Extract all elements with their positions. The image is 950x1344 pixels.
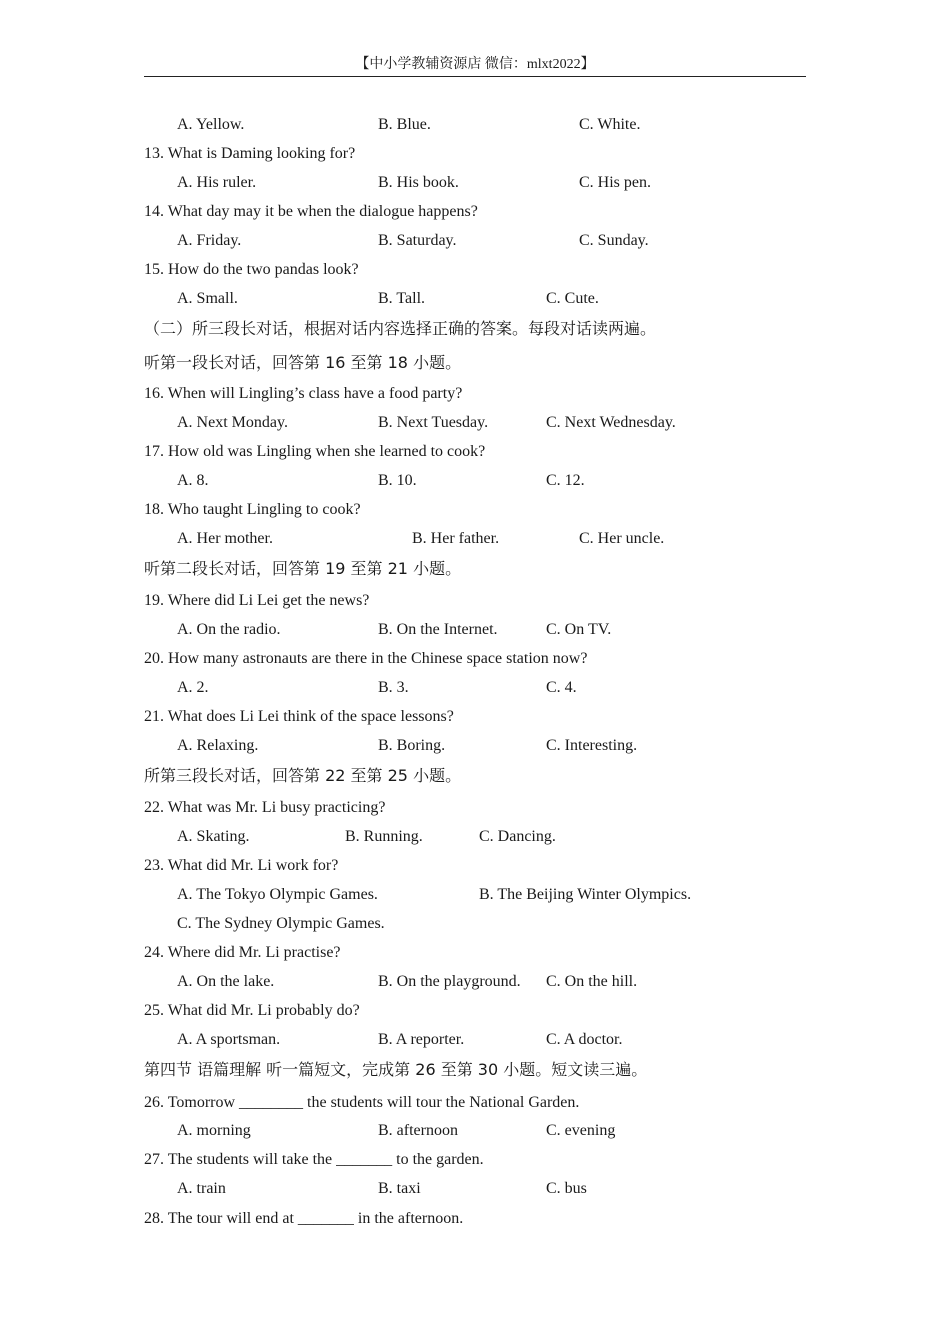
q27-option-b: B. taxi [378,1180,421,1197]
q22-option-a: A. Skating. [177,828,250,845]
q17-stem [0,441,950,463]
q23-options-row1 [0,884,950,906]
q18-option-c: C. Her uncle. [579,530,665,547]
q15-option-a: A. Small. [177,290,238,307]
q26-stem [0,1092,950,1114]
q20-option-c: C. 4. [546,679,577,696]
q15-stem [0,259,950,281]
q13-option-b: B. His book. [378,174,459,191]
q22-option-c: C. Dancing. [479,828,556,845]
q20-option-b: B. 3. [378,679,409,696]
q21-option-b: B. Boring. [378,737,446,754]
section-heading-text: 所第三段长对话，回答第 22 至第 25 小题。 [144,766,462,785]
q16-options [0,412,950,434]
question-text: 24. Where did Mr. Li practise? [144,944,341,961]
q19-option-a: A. On the radio. [177,621,281,638]
q20-stem [0,648,950,670]
q14-option-c: C. Sunday. [579,232,649,249]
question-text: 16. When will Lingling’s class have a food party? [144,385,463,402]
q23-option-a: A. The Tokyo Olympic Games. [177,886,378,903]
q16-option-c: C. Next Wednesday. [546,414,676,431]
q23-option-b: B. The Beijing Winter Olympics. [479,886,692,903]
dialog3-heading [0,765,950,787]
q26-options [0,1120,950,1142]
q19-option-b: B. On the Internet. [378,621,498,638]
q20-option-a: A. 2. [177,679,209,696]
q21-stem [0,706,950,728]
question-text: 20. How many astronauts are there in the Chinese space station now? [144,650,588,667]
q27-stem [0,1149,950,1171]
q18-options [0,528,950,550]
q14-option-b: B. Saturday. [378,232,457,249]
q16-stem [0,383,950,405]
question-text: 19. Where did Li Lei get the news? [144,592,370,609]
q22-option-b: B. Running. [345,828,423,845]
dialog2-heading [0,558,950,580]
q22-stem [0,797,950,819]
q13-option-c: C. His pen. [579,174,651,191]
question-text: 27. The students will take the _______ to the garden. [144,1151,484,1168]
q24-option-a: A. On the lake. [177,973,275,990]
q18-option-b: B. Her father. [412,530,500,547]
q25-option-a: A. A sportsman. [177,1031,281,1048]
q24-options [0,971,950,993]
q19-options [0,619,950,641]
question-text: 21. What does Li Lei think of the space lessons? [144,708,454,725]
q23-stem [0,855,950,877]
q13-stem [0,143,950,165]
q24-option-b: B. On the playground. [378,973,521,990]
dialog1-heading [0,352,950,374]
q27-option-a: A. train [177,1180,226,1197]
q19-stem [0,590,950,612]
q20-options [0,677,950,699]
q24-stem [0,942,950,964]
q21-options [0,735,950,757]
q18-option-a: A. Her mother. [177,530,273,547]
question-text: 25. What did Mr. Li probably do? [144,1002,360,1019]
q22-options [0,826,950,848]
q13-options [0,172,950,194]
question-text: 28. The tour will end at _______ in the afternoon. [144,1210,464,1227]
question-text: 13. What is Daming looking for? [144,145,356,162]
q19-option-c: C. On TV. [546,621,612,638]
section-heading-text: 听第二段长对话，回答第 19 至第 21 小题。 [144,559,462,578]
q15-options [0,288,950,310]
question-text: 22. What was Mr. Li busy practicing? [144,799,386,816]
q12-options [0,114,950,136]
q26-option-b: B. afternoon [378,1122,458,1139]
question-text: 15. How do the two pandas look? [144,261,359,278]
q25-options [0,1029,950,1051]
q15-option-c: C. Cute. [546,290,599,307]
q17-option-b: B. 10. [378,472,417,489]
q25-option-b: B. A reporter. [378,1031,465,1048]
q12-option-a: A. Yellow. [177,116,245,133]
question-text: 18. Who taught Lingling to cook? [144,501,361,518]
q23-option-c: C. The Sydney Olympic Games. [177,915,385,932]
question-text: 23. What did Mr. Li work for? [144,857,339,874]
q25-option-c: C. A doctor. [546,1031,623,1048]
section-heading-text: （二）所三段长对话，根据对话内容选择正确的答案。每段对话读两遍。 [144,319,657,338]
section-heading-text: 第四节 语篇理解 听一篇短文，完成第 26 至第 30 小题。短文读三遍。 [144,1060,648,1079]
question-text: 17. How old was Lingling when she learned to cook? [144,443,486,460]
q17-options [0,470,950,492]
q14-options [0,230,950,252]
q14-stem [0,201,950,223]
q17-option-c: C. 12. [546,472,585,489]
page-header: 【中小学教辅资源店 微信：mlxt2022】 [355,57,595,72]
section-heading-text: 听第一段长对话，回答第 16 至第 18 小题。 [144,353,462,372]
q26-option-a: A. morning [177,1122,251,1139]
section-heading-part2 [0,318,950,340]
question-text: 14. What day may it be when the dialogue happens? [144,203,478,220]
q15-option-b: B. Tall. [378,290,426,307]
q21-option-c: C. Interesting. [546,737,638,754]
q12-option-b: B. Blue. [378,116,431,133]
q28-stem [0,1208,950,1230]
q17-option-a: A. 8. [177,472,209,489]
q16-option-a: A. Next Monday. [177,414,288,431]
q23-options-row2 [0,913,950,935]
section-heading-part4 [0,1059,950,1081]
q25-stem [0,1000,950,1022]
header-divider [144,76,806,77]
question-text: 26. Tomorrow ________ the students will tour the National Garden. [144,1094,580,1111]
q27-option-c: C. bus [546,1180,587,1197]
q14-option-a: A. Friday. [177,232,242,249]
q26-option-c: C. evening [546,1122,616,1139]
q13-option-a: A. His ruler. [177,174,257,191]
q16-option-b: B. Next Tuesday. [378,414,489,431]
q27-options [0,1178,950,1200]
q21-option-a: A. Relaxing. [177,737,259,754]
q18-stem [0,499,950,521]
q12-option-c: C. White. [579,116,641,133]
q24-option-c: C. On the hill. [546,973,638,990]
